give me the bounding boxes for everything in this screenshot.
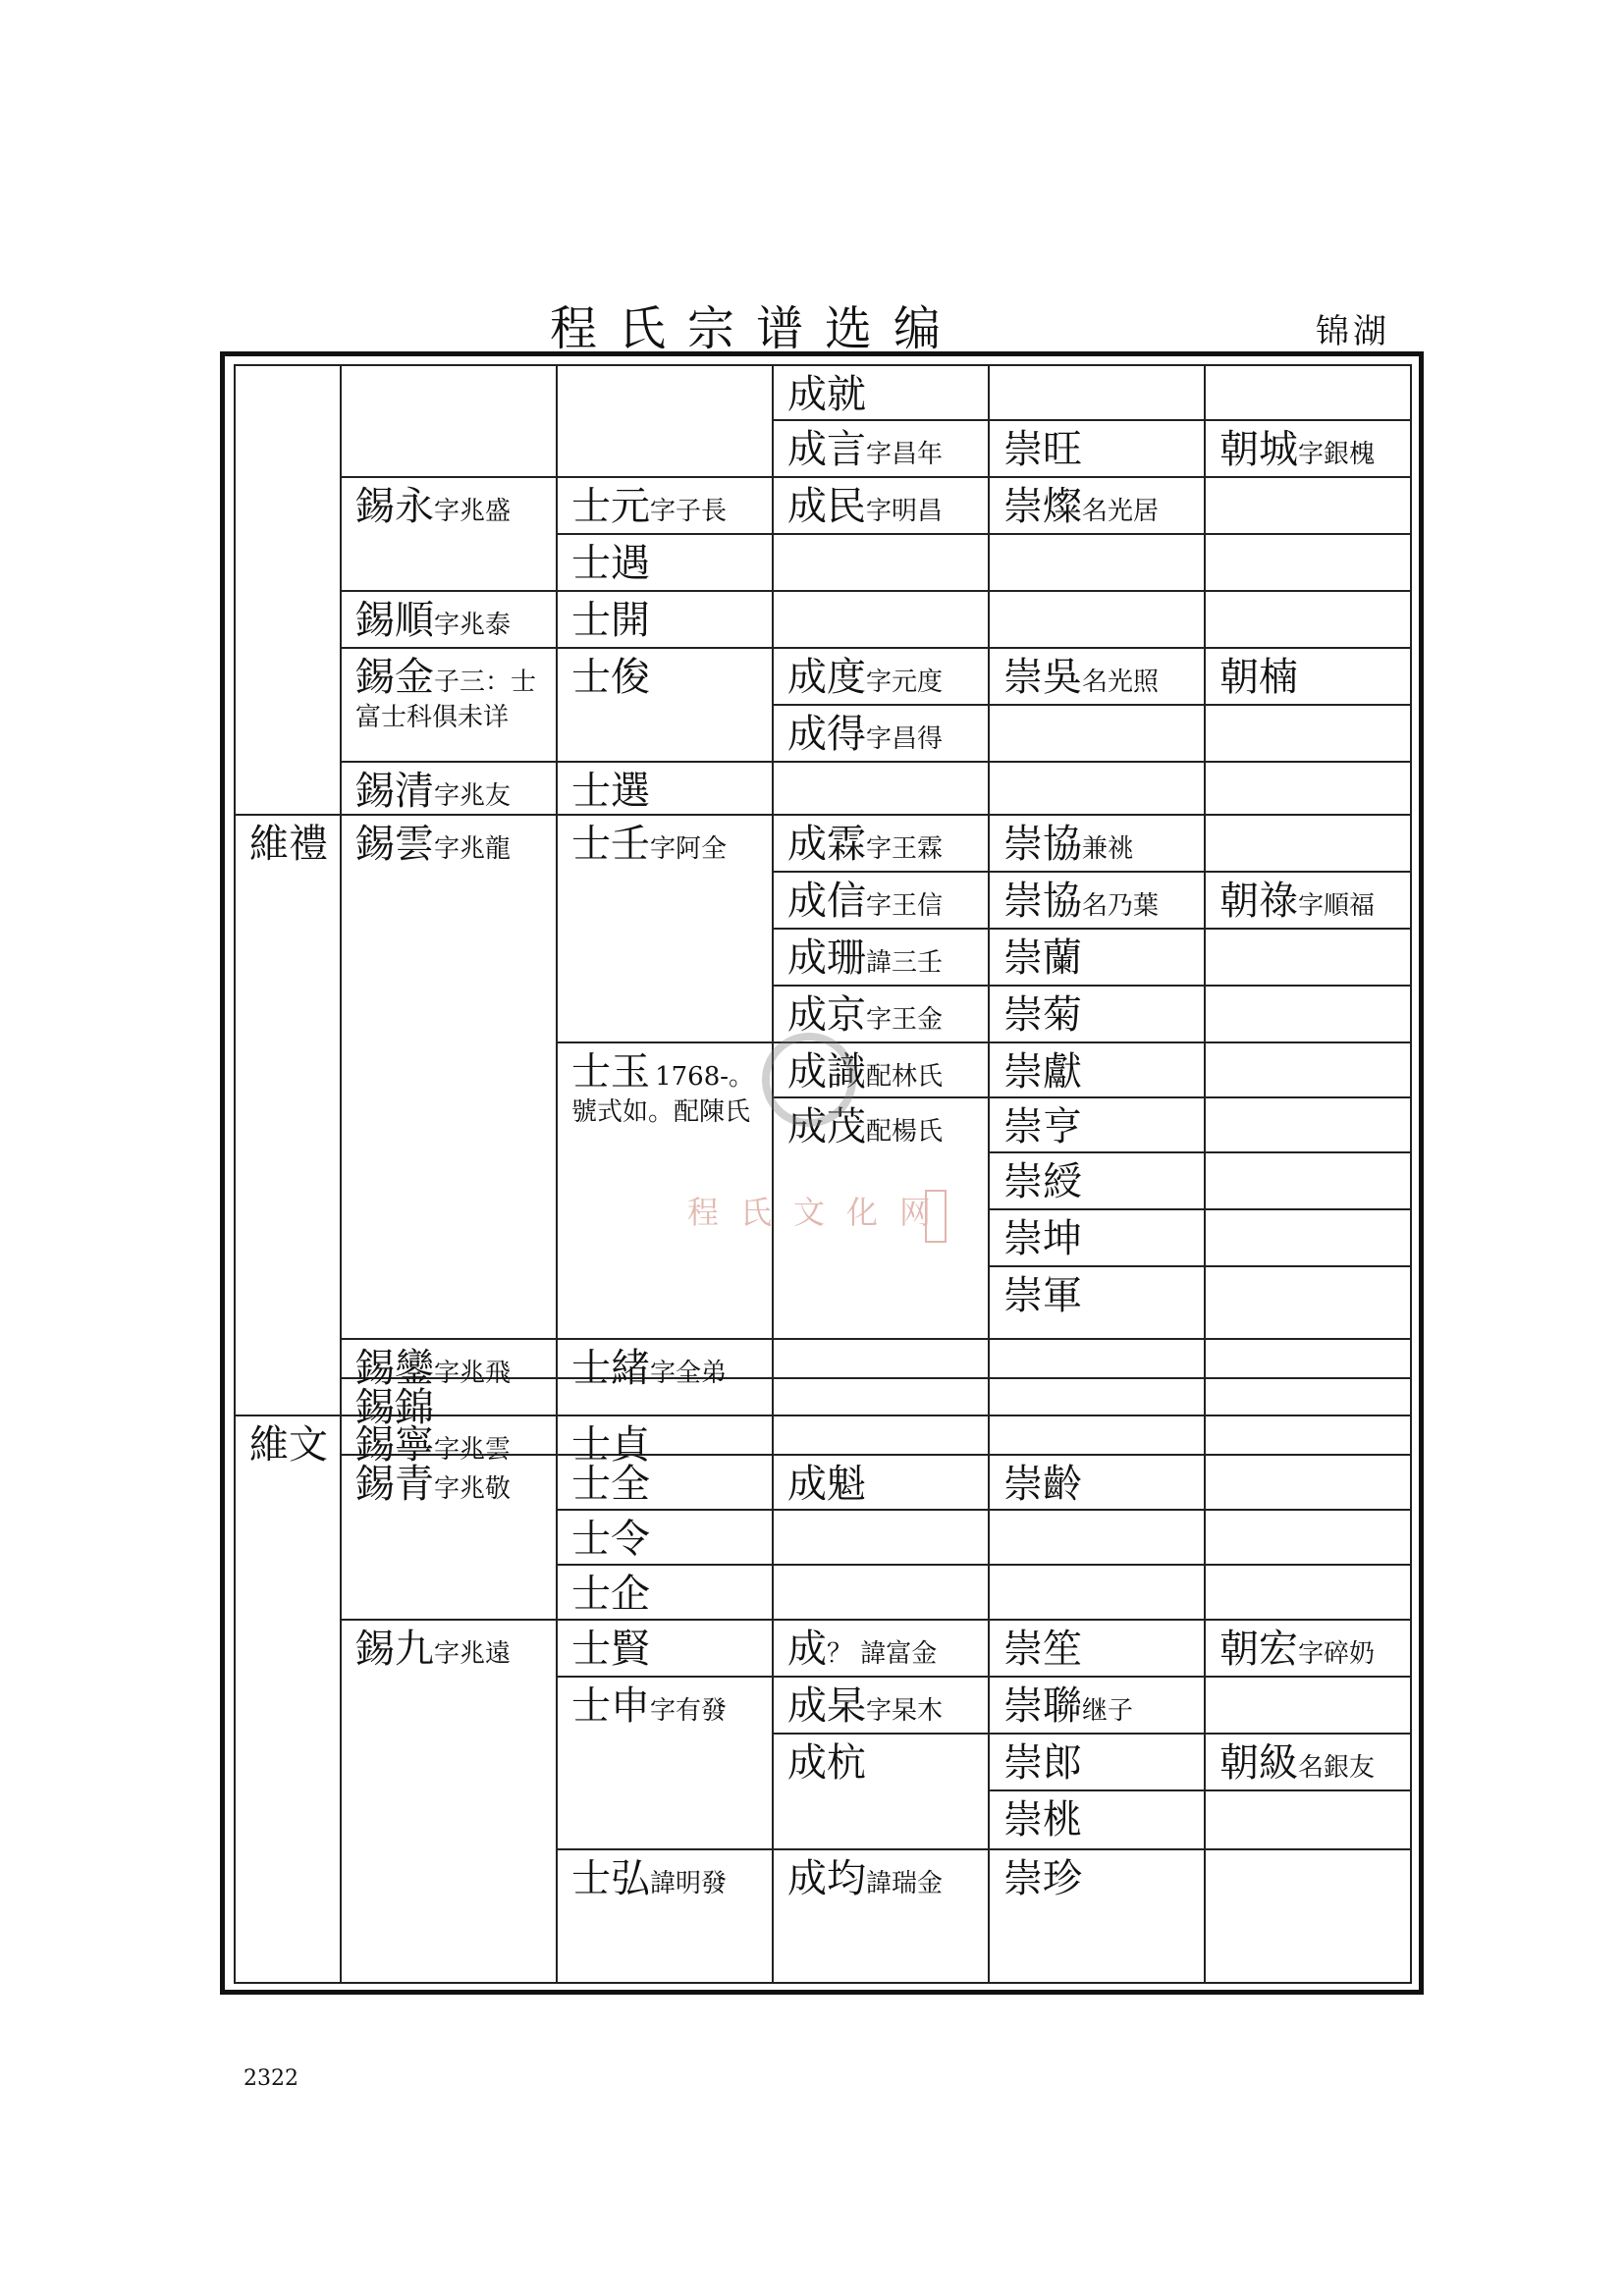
- gen4-cell: [774, 816, 990, 873]
- gen5-note: 名光居: [1082, 497, 1160, 526]
- gen2-name: 錫錦: [355, 1385, 434, 1430]
- gen5-cell-empty: [990, 1416, 1206, 1456]
- gen5-cell-empty: [990, 1340, 1206, 1379]
- gen4-cell-empty: [774, 1566, 990, 1621]
- gen5-cell: [990, 1267, 1206, 1340]
- gen2-name: 錫清: [355, 769, 434, 814]
- gen6-note: 字碎奶: [1298, 1639, 1376, 1669]
- gen4-name: 成信: [787, 879, 866, 924]
- gen3-name: 士貞: [571, 1422, 650, 1468]
- gen5-name: 崇菊: [1003, 992, 1082, 1038]
- gen2-name: 錫鑾: [355, 1346, 434, 1391]
- gen5-cell: [990, 649, 1206, 706]
- gen5-name: 崇坤: [1003, 1216, 1082, 1261]
- gen3-name: 士賢: [571, 1627, 650, 1672]
- gen2-note: 字兆友: [434, 781, 512, 811]
- gen1-cell-empty: [234, 364, 342, 816]
- gen4-note: 字杲木: [866, 1696, 944, 1726]
- gen1-cell: [234, 1416, 342, 1984]
- gen2-cell: [342, 1340, 558, 1391]
- gen3-cell-empty: [558, 1379, 774, 1416]
- gen3-cell: [558, 1456, 774, 1511]
- gen4-name: 成珊: [787, 935, 866, 981]
- gen5-name: 崇旺: [1003, 427, 1082, 472]
- gen5-name: 崇軍: [1003, 1273, 1082, 1318]
- gen6-cell: [1206, 1735, 1412, 1791]
- gen5-name: 崇蘭: [1003, 935, 1082, 981]
- gen6-cell-empty: [1206, 1098, 1412, 1153]
- gen6-note: 字銀槐: [1298, 440, 1376, 469]
- gen3-name: 士玉: [571, 1049, 650, 1095]
- gen3-cell: [558, 1566, 774, 1621]
- gen3-cell: [558, 1511, 774, 1566]
- gen3-name: 士全: [571, 1462, 650, 1507]
- gen3-name: 士令: [571, 1517, 650, 1562]
- gen6-cell-empty: [1206, 1791, 1412, 1850]
- gen5-cell: [990, 930, 1206, 987]
- gen4-name: 成得: [787, 712, 866, 757]
- page-number: 2322: [244, 2066, 298, 2091]
- gen1-name: 維文: [249, 1422, 328, 1468]
- gen6-cell-empty: [1206, 1379, 1412, 1416]
- gen6-cell-empty: [1206, 816, 1412, 873]
- gen5-name: 崇綬: [1003, 1159, 1082, 1204]
- gen3-name: 士俊: [571, 655, 650, 700]
- gen2-name: 錫金: [355, 655, 434, 700]
- gen6-cell-empty: [1206, 535, 1412, 592]
- gen5-name: 崇郎: [1003, 1740, 1082, 1786]
- gen5-cell: [990, 1735, 1206, 1791]
- gen3-name: 士緒: [571, 1346, 650, 1391]
- gen5-cell: [990, 1153, 1206, 1210]
- gen4-note: 字元度: [866, 667, 944, 697]
- gen4-note: 字明昌: [866, 497, 944, 526]
- gen2-cell: [342, 649, 558, 763]
- gen4-cell: [774, 1621, 990, 1678]
- gen6-cell: [1206, 421, 1412, 478]
- gen3-cell: [558, 1850, 774, 1984]
- gen6-cell: [1206, 873, 1412, 930]
- gen4-note: 字昌年: [866, 440, 944, 469]
- gen1-cell: [234, 816, 342, 1416]
- gen3-note: 1768-。: [655, 1062, 755, 1092]
- gen2-cell: [342, 816, 558, 1340]
- gen4-name: 成霖: [787, 822, 866, 867]
- gen3-name: 士壬: [571, 822, 650, 867]
- gen2-note: 字兆泰: [434, 611, 512, 640]
- gen5-cell: [990, 1678, 1206, 1735]
- gen2-note: 字兆遠: [434, 1639, 512, 1669]
- gen4-cell: [774, 1850, 990, 1984]
- gen4-name: 成魁: [787, 1462, 866, 1507]
- gen4-cell: [774, 421, 990, 478]
- gen4-cell: [774, 478, 990, 535]
- gen2-note: 子三：士: [434, 667, 537, 697]
- gen3-cell: [558, 1340, 774, 1391]
- gen6-name: 朝城: [1219, 427, 1298, 472]
- gen6-cell-empty: [1206, 478, 1412, 535]
- gen4-name: 成均: [787, 1856, 866, 1901]
- gen6-cell-empty: [1206, 1566, 1412, 1621]
- gen2-cell: [342, 1379, 558, 1430]
- gen3-cell: [558, 592, 774, 649]
- gen3-cell: [558, 478, 774, 535]
- gen4-cell: [774, 706, 990, 763]
- gen4-note: 諱瑞金: [866, 1869, 944, 1898]
- gen4-name: 成度: [787, 655, 866, 700]
- place-name: 锦湖: [1316, 312, 1390, 351]
- gen5-cell-empty: [990, 1379, 1206, 1416]
- gen4-note: 字昌得: [866, 724, 944, 754]
- gen2-cell: [342, 478, 558, 592]
- gen4-cell-empty: [774, 1340, 990, 1379]
- gen5-cell: [990, 478, 1206, 535]
- gen5-cell: [990, 987, 1206, 1043]
- gen3-note: 字有發: [650, 1696, 728, 1726]
- gen4-name: 成: [787, 1627, 827, 1672]
- watermark-seal-icon: [925, 1190, 947, 1243]
- gen5-name: 崇亨: [1003, 1104, 1082, 1149]
- gen5-cell-empty: [990, 535, 1206, 592]
- gen2-note: 字兆飛: [434, 1359, 512, 1388]
- gen4-note: 配林氏: [866, 1062, 944, 1092]
- gen3-cell: [558, 535, 774, 592]
- gen4-name: 成言: [787, 427, 866, 472]
- gen6-cell-empty: [1206, 987, 1412, 1043]
- gen4-name: 成茂: [787, 1104, 866, 1149]
- gen6-name: 朝楠: [1219, 655, 1298, 700]
- gen6-cell-empty: [1206, 763, 1412, 816]
- gen4-name: 成杭: [787, 1740, 866, 1786]
- gen6-cell-empty: [1206, 1153, 1412, 1210]
- gen5-cell-empty: [990, 364, 1206, 421]
- watermark-circle-logo: [762, 1033, 856, 1127]
- gen1-name: 維禮: [249, 822, 328, 867]
- gen4-name: 成京: [787, 992, 866, 1038]
- gen6-cell-empty: [1206, 592, 1412, 649]
- gen6-note: 名銀友: [1298, 1753, 1376, 1783]
- gen4-cell-empty: [774, 1511, 990, 1566]
- gen3-cell: [558, 763, 774, 816]
- gen3-cell: [558, 649, 774, 763]
- gen4-cell: [774, 930, 990, 987]
- gen5-note: 名乃葉: [1082, 891, 1160, 921]
- gen5-name: 崇齡: [1003, 1462, 1082, 1507]
- gen5-cell: [990, 421, 1206, 478]
- gen3-note: 字子長: [650, 497, 728, 526]
- gen6-name: 朝級: [1219, 1740, 1298, 1786]
- gen5-name: 崇吳: [1003, 655, 1082, 700]
- gen6-name: 朝祿: [1219, 879, 1298, 924]
- gen6-cell: [1206, 649, 1412, 706]
- gen2-note: 字兆龍: [434, 834, 512, 864]
- gen2-note: 字兆雲: [434, 1435, 512, 1465]
- gen3-name: 士申: [571, 1683, 650, 1729]
- gen2-note: 字兆盛: [434, 497, 512, 526]
- gen6-cell-empty: [1206, 1456, 1412, 1511]
- watermark-text: 程氏文化网: [687, 1194, 953, 1231]
- gen5-cell: [990, 1210, 1206, 1267]
- gen4-note: 配楊氏: [866, 1117, 944, 1147]
- gen2-name: 錫永: [355, 484, 434, 529]
- gen3-cell: [558, 1416, 774, 1468]
- gen2-cell: [342, 1621, 558, 1984]
- gen2-cell: [342, 592, 558, 649]
- gen5-cell: [990, 816, 1206, 873]
- page-title: 程氏宗谱选编: [550, 301, 963, 356]
- gen4-cell-empty: [774, 1379, 990, 1416]
- gen2-name: 錫順: [355, 598, 434, 643]
- gen3-name: 士開: [571, 598, 650, 643]
- gen5-cell: [990, 873, 1206, 930]
- gen3-name: 士選: [571, 769, 650, 814]
- gen4-cell: [774, 1735, 990, 1850]
- gen4-name: 成民: [787, 484, 866, 529]
- gen2-cell: [342, 1416, 558, 1468]
- gen5-cell: [990, 1850, 1206, 1984]
- gen5-name: 崇協: [1003, 822, 1082, 867]
- gen6-cell: [1206, 1621, 1412, 1678]
- gen5-name: 崇珍: [1003, 1856, 1082, 1901]
- gen5-cell-empty: [990, 592, 1206, 649]
- gen6-cell-empty: [1206, 1416, 1412, 1456]
- gen4-cell: [774, 364, 990, 421]
- gen2-cell-empty: [342, 364, 558, 478]
- gen5-name: 崇笙: [1003, 1627, 1082, 1672]
- gen3-note: 字阿全: [650, 834, 728, 864]
- gen4-name: 成杲: [787, 1683, 866, 1729]
- gen6-cell-empty: [1206, 1678, 1412, 1735]
- gen5-note: 继子: [1082, 1696, 1134, 1726]
- gen3-note: 諱明發: [650, 1869, 728, 1898]
- gen5-cell: [990, 1098, 1206, 1153]
- gen5-name: 崇桃: [1003, 1797, 1082, 1842]
- gen4-cell: [774, 1456, 990, 1511]
- gen6-cell-empty: [1206, 1043, 1412, 1098]
- gen3-name: 士企: [571, 1572, 650, 1617]
- gen5-cell: [990, 1043, 1206, 1098]
- gen4-cell: [774, 873, 990, 930]
- gen4-cell: [774, 649, 990, 706]
- gen4-cell: [774, 1678, 990, 1735]
- gen6-cell-empty: [1206, 364, 1412, 421]
- gen5-cell-empty: [990, 763, 1206, 816]
- gen4-cell-empty: [774, 592, 990, 649]
- gen3-note-line2: 號式如。配陳氏: [571, 1097, 751, 1127]
- gen2-name: 錫寧: [355, 1422, 434, 1468]
- gen5-name: 崇獻: [1003, 1049, 1082, 1095]
- gen4-name: 成就: [787, 372, 866, 417]
- gen5-cell-empty: [990, 1566, 1206, 1621]
- gen3-note: 字全弟: [650, 1359, 728, 1388]
- gen5-name: 崇聯: [1003, 1683, 1082, 1729]
- gen6-cell-empty: [1206, 1267, 1412, 1340]
- gen4-cell-empty: [774, 535, 990, 592]
- gen4-note: 字王信: [866, 891, 944, 921]
- gen6-cell-empty: [1206, 1850, 1412, 1984]
- gen2-cell: [342, 1456, 558, 1621]
- gen3-cell: [558, 1678, 774, 1850]
- gen6-name: 朝宏: [1219, 1627, 1298, 1672]
- gen6-cell-empty: [1206, 706, 1412, 763]
- gen4-note: 字王霖: [866, 834, 944, 864]
- gen3-cell: [558, 1621, 774, 1678]
- gen4-note: 字王金: [866, 1005, 944, 1035]
- gen3-name: 士遇: [571, 541, 650, 586]
- gen5-cell-empty: [990, 706, 1206, 763]
- gen5-name: 崇燦: [1003, 484, 1082, 529]
- gen3-cell: [558, 816, 774, 1043]
- gen4-note: 諱三壬: [866, 948, 944, 978]
- gen6-cell-empty: [1206, 930, 1412, 987]
- genealogy-table: [234, 364, 1412, 1984]
- gen3-name: 士弘: [571, 1856, 650, 1901]
- gen2-name: 錫雲: [355, 822, 434, 867]
- gen4-name: 成識: [787, 1049, 866, 1095]
- gen6-cell-empty: [1206, 1340, 1412, 1379]
- gen5-cell-empty: [990, 1511, 1206, 1566]
- gen2-cell: [342, 763, 558, 816]
- gen5-cell: [990, 1456, 1206, 1511]
- gen4-cell-empty: [774, 1416, 990, 1456]
- gen5-cell: [990, 1791, 1206, 1850]
- gen2-note-line2: 富士科俱未详: [355, 703, 510, 732]
- gen5-cell: [990, 1621, 1206, 1678]
- gen3-cell-empty: [558, 364, 774, 478]
- gen2-name: 錫青: [355, 1462, 434, 1507]
- gen3-name: 士元: [571, 484, 650, 529]
- gen5-note: 兼祧: [1082, 834, 1134, 864]
- gen4-cell-empty: [774, 763, 990, 816]
- gen6-note: 字順福: [1298, 891, 1376, 921]
- gen6-cell-empty: [1206, 1511, 1412, 1566]
- gen5-name: 崇協: [1003, 879, 1082, 924]
- gen2-note: 字兆敬: [434, 1474, 512, 1504]
- gen6-cell-empty: [1206, 1210, 1412, 1267]
- gen5-note: 名光照: [1082, 667, 1160, 697]
- gen2-name: 錫九: [355, 1627, 434, 1672]
- gen4-note: ？ 諱富金: [827, 1639, 938, 1669]
